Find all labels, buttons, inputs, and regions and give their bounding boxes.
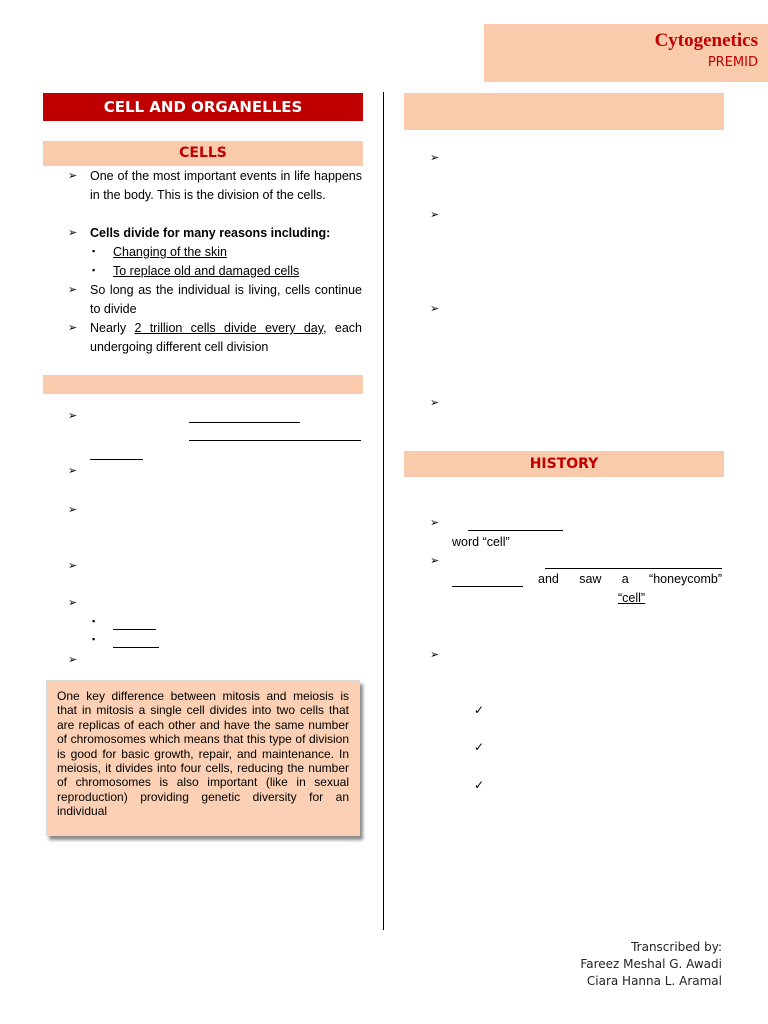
section-heading-bar [43, 375, 363, 394]
exam-period: PREMID [707, 55, 758, 70]
blank-line [113, 647, 159, 648]
blank-line [468, 530, 563, 531]
note-text: One key difference between mitosis and meiosis is that in mitosis a single cell divides into two cells that are replicas of each other and have the same number of chromosomes which means that this type of division is good for basic growth, repair, and maintenance. In meiosis, it divides into four cells, reducing the number of chromosomes is also important (like in sexual reproduction) providing genetic diversity for an individual [57, 689, 349, 819]
arrow-bullet-icon: ➢ [430, 555, 440, 567]
check-bullet-icon: ✓ [474, 703, 485, 717]
history-text: and saw a “honeycomb” [538, 572, 722, 586]
square-bullet-icon: ▪ [92, 246, 96, 256]
arrow-bullet-icon: ➢ [68, 465, 78, 477]
history-text: “cell” [618, 591, 646, 605]
arrow-bullet-icon: ➢ [430, 517, 440, 529]
blank-line [189, 440, 361, 441]
arrow-bullet-icon: ➢ [68, 597, 78, 609]
column-divider [383, 92, 384, 930]
arrow-bullet-icon: ➢ [68, 504, 78, 516]
blank-line [452, 586, 523, 587]
square-bullet-icon: ▪ [92, 634, 96, 644]
arrow-bullet-icon: ➢ [68, 410, 78, 422]
sub-list-item: Changing of the skin [113, 245, 227, 259]
arrow-bullet-icon: ➢ [68, 654, 78, 666]
credits-label: Transcribed by: [631, 940, 722, 954]
arrow-bullet-icon: ➢ [68, 170, 78, 182]
square-bullet-icon: ▪ [92, 616, 96, 626]
document-header [484, 24, 768, 82]
blank-line [90, 459, 143, 460]
list-item: One of the most important events in life happens in the body. This is the division of the cells. [90, 169, 362, 202]
credits-name: Fareez Meshal G. Awadi [580, 957, 722, 971]
history-heading: HISTORY [404, 451, 724, 477]
arrow-bullet-icon: ➢ [68, 322, 78, 334]
arrow-bullet-icon: ➢ [430, 649, 440, 661]
comparison-note-box [46, 680, 360, 836]
check-bullet-icon: ✓ [474, 778, 485, 792]
list-item: So long as the individual is living, cells continue to divide [90, 283, 362, 316]
arrow-bullet-icon: ➢ [430, 152, 440, 164]
blank-line [545, 568, 722, 569]
arrow-bullet-icon: ➢ [68, 560, 78, 572]
arrow-bullet-icon: ➢ [430, 397, 440, 409]
course-title: Cytogenetics [654, 30, 758, 51]
list-item-emphasis: 2 trillion cells divide every day [134, 321, 324, 335]
history-text: word “cell” [452, 535, 510, 549]
list-item-text: , each undergoing different cell division [90, 321, 362, 354]
check-bullet-icon: ✓ [474, 740, 485, 754]
arrow-bullet-icon: ➢ [68, 284, 78, 296]
credits-name: Ciara Hanna L. Aramal [586, 974, 722, 988]
arrow-bullet-icon: ➢ [430, 209, 440, 221]
sub-list-item: To replace old and damaged cells [113, 264, 300, 278]
list-item-text: Nearly [90, 321, 135, 335]
blank-line [189, 422, 300, 423]
section-heading-bar [404, 93, 724, 130]
arrow-bullet-icon: ➢ [68, 227, 78, 239]
square-bullet-icon: ▪ [92, 265, 96, 275]
blank-line [113, 629, 156, 630]
cells-heading: CELLS [43, 141, 363, 166]
section-title-bar: CELL AND ORGANELLES [43, 93, 363, 121]
list-item [90, 319, 362, 357]
list-item: Cells divide for many reasons including: [90, 226, 331, 240]
arrow-bullet-icon: ➢ [430, 303, 440, 315]
